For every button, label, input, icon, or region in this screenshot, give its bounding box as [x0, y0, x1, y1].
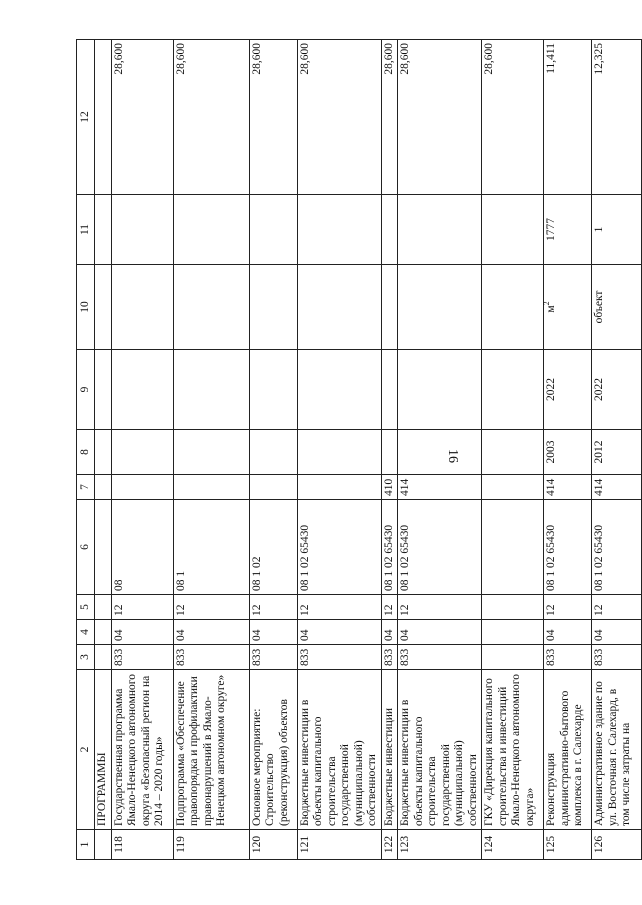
table-row: [381, 40, 398, 860]
table-cell: 410: [381, 475, 398, 500]
table-row: [482, 40, 544, 860]
page-number: 16: [445, 449, 460, 463]
table-cell: 833: [398, 645, 482, 670]
table-cell: [482, 620, 544, 645]
table-cell: 08: [111, 500, 173, 595]
amount-cell: 28,600: [173, 40, 249, 195]
table-cell: 833: [111, 645, 173, 670]
table-cell: 12: [592, 595, 642, 620]
table-cell: 04: [111, 620, 173, 645]
table-cell: 2022: [544, 350, 592, 430]
table-cell: [482, 475, 544, 500]
table-cell: [111, 195, 173, 265]
row-name: Бюджетные инвестиции: [381, 670, 398, 830]
row-number: 120: [249, 830, 297, 860]
table-cell: [482, 500, 544, 595]
table-row: [111, 40, 173, 860]
table-cell: 04: [544, 620, 592, 645]
table-row: [249, 40, 297, 860]
table-cell: 12: [249, 595, 297, 620]
table-cell: [482, 350, 544, 430]
amount-cell: [95, 40, 112, 195]
header-cell: 2: [77, 670, 95, 830]
table-cell: [398, 430, 482, 475]
table-cell: 1: [592, 195, 642, 265]
row-number: 119: [173, 830, 249, 860]
table-cell: 833: [297, 645, 381, 670]
header-cell: 8: [77, 430, 95, 475]
table-cell: 414: [544, 475, 592, 500]
table-cell: [381, 430, 398, 475]
table-cell: [95, 645, 112, 670]
amount-cell: 28,600: [482, 40, 544, 195]
header-row: [77, 40, 95, 860]
table-cell: [482, 430, 544, 475]
table-cell: [95, 265, 112, 350]
table-cell: [297, 195, 381, 265]
table-cell: 08 1 02 65430: [592, 500, 642, 595]
table-cell: [173, 265, 249, 350]
table-cell: 2022: [592, 350, 642, 430]
table-cell: [381, 350, 398, 430]
table-cell: [249, 265, 297, 350]
table-cell: 08 1 02 65430: [398, 500, 482, 595]
table-row: [173, 40, 249, 860]
table-cell: [297, 265, 381, 350]
table-cell: [111, 350, 173, 430]
header-cell: 9: [77, 350, 95, 430]
row-number: 124: [482, 830, 544, 860]
amount-cell: 11,411: [544, 40, 592, 195]
budget-table: [76, 39, 642, 860]
table-cell: 12: [381, 595, 398, 620]
table-row: [95, 40, 112, 860]
table-cell: [381, 195, 398, 265]
table-cell: [95, 595, 112, 620]
table-cell: 08 1 02: [249, 500, 297, 595]
table-cell: [111, 265, 173, 350]
table-cell: [95, 195, 112, 265]
table-cell: 833: [544, 645, 592, 670]
table-cell: [95, 620, 112, 645]
table-cell: 04: [592, 620, 642, 645]
amount-cell: 28,600: [297, 40, 381, 195]
header-cell: 1: [77, 830, 95, 860]
table-cell: [398, 265, 482, 350]
row-number: [95, 830, 112, 860]
table-row: [398, 40, 482, 860]
row-name: Бюджетные инвестиции в объекты капитального строительства государственной (муниципальной) собственности: [297, 670, 381, 830]
row-name: ПРОГРАММЫ: [95, 670, 112, 830]
header-cell: 10: [77, 265, 95, 350]
table-cell: объект: [592, 265, 642, 350]
unit-text: м: [545, 305, 557, 313]
row-number: 118: [111, 830, 173, 860]
table-cell: [95, 350, 112, 430]
table-row: [297, 40, 381, 860]
table-cell: [95, 430, 112, 475]
table-cell: 08 1: [173, 500, 249, 595]
row-number: 125: [544, 830, 592, 860]
table-cell: 833: [592, 645, 642, 670]
table-cell: [297, 430, 381, 475]
table-cell: [111, 475, 173, 500]
table-cell: [111, 430, 173, 475]
row-name: Основное мероприятие: Строительство (реконструкция) объектов: [249, 670, 297, 830]
table-cell: [297, 475, 381, 500]
table-cell: 08 1 02 65430: [544, 500, 592, 595]
amount-cell: 28,600: [111, 40, 173, 195]
table-cell: [173, 430, 249, 475]
row-number: 123: [398, 830, 482, 860]
table-cell: [398, 350, 482, 430]
table-row: [592, 40, 642, 860]
table-cell: [249, 430, 297, 475]
row-name: Административное здание по ул. Восточная г. Салехард, в том числе затраты на: [592, 670, 642, 830]
row-name: Подпрограмма «Обеспечение правопорядка и профилактики правонарушений в Ямало-Ненецком автономном округе»: [173, 670, 249, 830]
header-cell: 11: [77, 195, 95, 265]
table-cell: [173, 195, 249, 265]
table-cell: [95, 500, 112, 595]
row-number: 126: [592, 830, 642, 860]
row-name: Реконструкция административно-бытового комплекса в г. Салехарде: [544, 670, 592, 830]
amount-cell: 12,325: [592, 40, 642, 195]
table-cell: 12: [173, 595, 249, 620]
table-cell: 04: [398, 620, 482, 645]
header-cell: 5: [77, 595, 95, 620]
table-cell: 04: [249, 620, 297, 645]
rotated-table-container: [76, 40, 632, 860]
amount-cell: 28,600: [381, 40, 398, 195]
table-cell: [249, 195, 297, 265]
table-cell: [297, 350, 381, 430]
table-cell: [381, 265, 398, 350]
table-cell: 04: [381, 620, 398, 645]
table-cell: 12: [111, 595, 173, 620]
table-cell: [173, 350, 249, 430]
row-number: 121: [297, 830, 381, 860]
row-name: ГКУ «Дирекция капитального строительства и инвестиций Ямало-Ненецкого автономного округа»: [482, 670, 544, 830]
table-cell: [249, 475, 297, 500]
table-cell: 2012: [592, 430, 642, 475]
table-cell: 833: [381, 645, 398, 670]
table-cell: [95, 475, 112, 500]
table-row: [544, 40, 592, 860]
table-cell: 12: [544, 595, 592, 620]
header-cell: 3: [77, 645, 95, 670]
unit-cell: [544, 265, 592, 350]
unit-superscript: 2: [542, 301, 552, 306]
table-cell: [482, 595, 544, 620]
table-cell: 833: [173, 645, 249, 670]
row-name: Бюджетные инвестиции в объекты капитального строительства государственной (муниципальной) собственности: [398, 670, 482, 830]
header-cell: 6: [77, 500, 95, 595]
table-cell: 1777: [544, 195, 592, 265]
amount-cell: 28,600: [398, 40, 482, 195]
table-cell: 414: [592, 475, 642, 500]
table-cell: [482, 195, 544, 265]
header-cell: 12: [77, 40, 95, 195]
table-cell: 04: [173, 620, 249, 645]
table-cell: [249, 350, 297, 430]
table-cell: 12: [398, 595, 482, 620]
header-cell: 4: [77, 620, 95, 645]
table-cell: 08 1 02 65430: [381, 500, 398, 595]
table-cell: 2003: [544, 430, 592, 475]
table-cell: 04: [297, 620, 381, 645]
amount-cell: 28,600: [249, 40, 297, 195]
table-cell: [482, 265, 544, 350]
header-cell: 7: [77, 475, 95, 500]
table-cell: [398, 195, 482, 265]
row-number: 122: [381, 830, 398, 860]
row-name: Государственная программа Ямало-Ненецкого автономного округа «Безопасный регион на 2014 – 2020 годы»: [111, 670, 173, 830]
table-cell: [173, 475, 249, 500]
table-cell: 12: [297, 595, 381, 620]
table-cell: [482, 645, 544, 670]
table-cell: 833: [249, 645, 297, 670]
table-cell: 414: [398, 475, 482, 500]
table-cell: 08 1 02 65430: [297, 500, 381, 595]
